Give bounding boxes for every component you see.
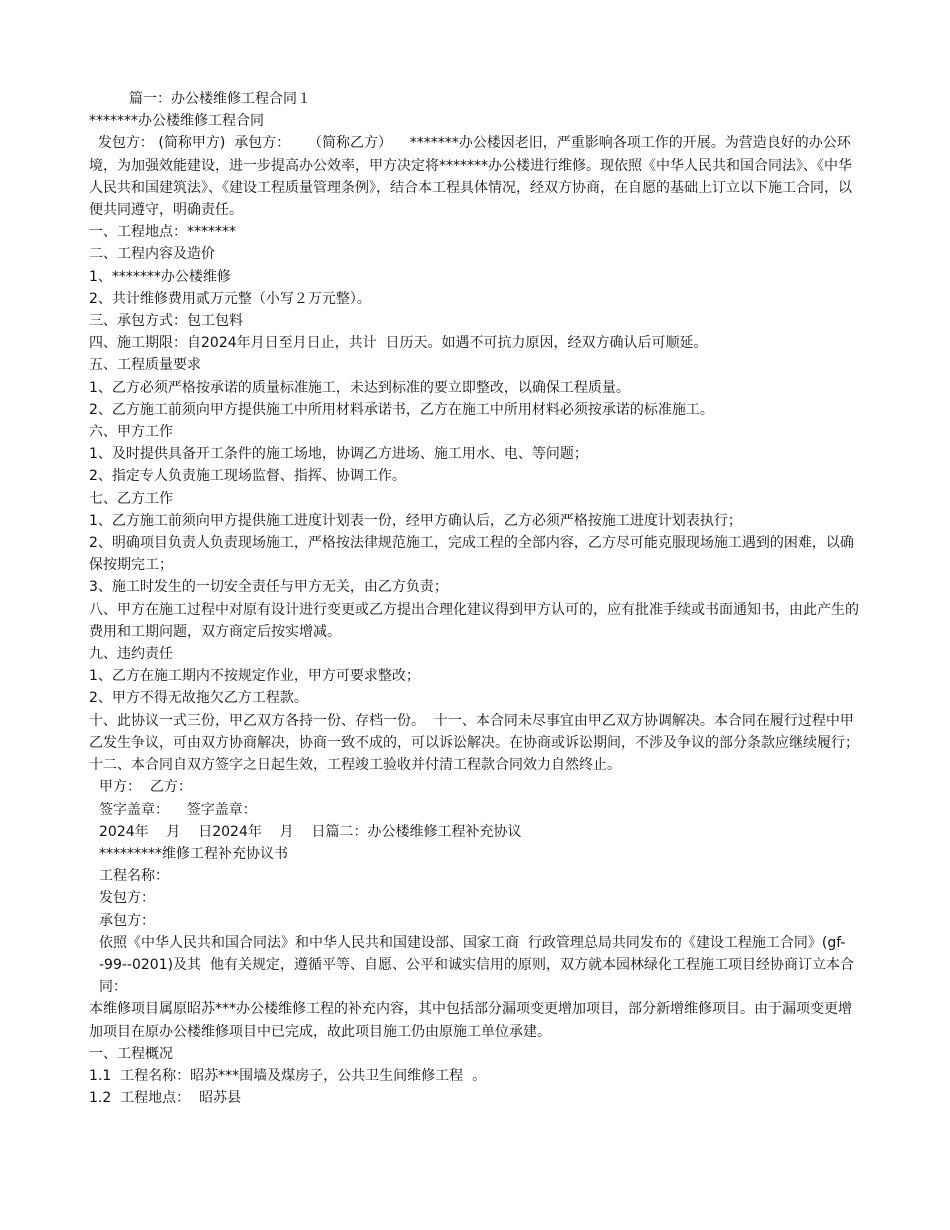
signature-parties: 甲方： 乙方： — [99, 779, 192, 796]
section-2-item-1: 1、*******办公楼维修 — [89, 268, 231, 285]
section-3-method: 三、承包方式：包工包料 — [89, 313, 243, 330]
section-5-item-1: 1、乙方必须严格按承诺的质量标准施工，未达到标准的要立即整改，以确保工程质量。 — [89, 379, 630, 396]
section-7-item-1: 1、乙方施工前须向甲方提供施工进度计划表一份，经甲方确认后，乙方必须严格按施工进度计划表执行； — [89, 512, 742, 529]
section-7-heading: 七、乙方工作 — [89, 490, 173, 507]
overview-heading: 一、工程概况 — [89, 1045, 173, 1062]
signature-seal: 签字盖章： 签字盖章： — [99, 801, 257, 818]
section-10-11-copies-disputes: 十、此协议一式三份，甲乙双方各持一份、存档一份。 十一、本合同未尽事宜由甲乙双方协调解决。本合同在履行过程中甲乙发生争议，可由双方协商解决，协商一致不成的，可以诉讼解决。在协商或诉讼期间，不涉及争议的部分条款应继续履行； — [89, 712, 859, 751]
section-5-item-2: 2、乙方施工前须向甲方提供施工中所用材料承诺书，乙方在施工中所用材料必须按承诺的标准施工。 — [89, 401, 714, 418]
section-5-heading: 五、工程质量要求 — [89, 357, 201, 374]
section-7-item-2: 2、明确项目负责人负责现场施工，严格按法律规范施工，完成工程的全部内容，乙方尽可能克服现场施工遇到的困难，以确保按期完工； — [89, 535, 854, 574]
signature-dates-part-two: 2024年 月 日2024年 月 日篇二：办公楼维修工程补充协议 — [99, 823, 522, 840]
contract-title: *******办公楼维修工程合同 — [89, 113, 264, 130]
parties-preamble: 发包方： (简称甲方) 承包方： （简称乙方） *******办公楼因老旧，严重影响各项工作的开展。为营造良好的办公环境，为加强效能建设，进一步提高办公效率，甲方决定将*******办公楼进行维修。现依照《中华人民共和国合同法》、《中华人民共和国建筑法》、《建设工程质量管理条例》，结合本工程具体情况，经双方协商，在自愿的基础上订立以下施工合同，以便共同遵守，明确责任。 — [89, 135, 852, 219]
supplement-basis: 依照《中华人民共和国合同法》和中华人民共和国建设部、国家工商 行政管理总局共同发布的《建设工程施工合同》(gf--99--0201)及其 他有关规定，遵循平等、自愿、公平和诚实信用的原则，双方就本园林绿化工程施工项目经协商订立本合同： — [99, 934, 854, 996]
employer-field: 发包方： — [99, 890, 155, 907]
contractor-field: 承包方： — [99, 912, 155, 929]
section-6-item-1: 1、及时提供具备开工条件的施工场地，协调乙方进场、施工用水、电、等问题； — [89, 446, 588, 463]
supplement-description: 本维修项目属原昭苏***办公楼维修工程的补充内容，其中包括部分漏项变更增加项目，部分新增维修项目。由于漏项变更增加项目在原办公楼维修项目中已完成，故此项目施工仍由原施工单位承建。 — [89, 1001, 852, 1040]
section-1-location: 一、工程地点：******* — [89, 224, 236, 241]
heading-part-one: 篇一：办公楼维修工程合同１ — [129, 91, 311, 107]
section-6-heading: 六、甲方工作 — [89, 424, 173, 441]
overview-item-1-1: 1.1 工程名称：昭苏***围墙及煤房子，公共卫生间维修工程 。 — [89, 1067, 487, 1084]
overview-item-1-2: 1.2 工程地点： 昭苏县 — [89, 1090, 242, 1107]
section-7-item-3: 3、施工时发生的一切安全责任与甲方无关，由乙方负责； — [89, 579, 448, 596]
section-9-heading: 九、违约责任 — [89, 646, 173, 663]
supplement-title: *********维修工程补充协议书 — [99, 845, 288, 862]
section-6-item-2: 2、指定专人负责施工现场监督、指挥、协调工作。 — [89, 468, 406, 485]
section-12-effective: 十二、本合同自双方签字之日起生效，工程竣工验收并付清工程款合同效力自然终止。 — [89, 757, 621, 774]
project-name-field: 工程名称： — [99, 868, 169, 885]
section-2-item-2: 2、共计维修费用贰万元整（小写２万元整）。 — [89, 290, 371, 307]
document-body — [89, 88, 864, 1109]
section-2-heading: 二、工程内容及造价 — [89, 246, 215, 263]
section-4-period: 四、施工期限：自2024年月日至月日止，共计 日历天。如遇不可抗力原因，经双方确认后可顺延。 — [89, 335, 708, 352]
section-8-changes: 八、甲方在施工过程中对原有设计进行变更或乙方提出合理化建议得到甲方认可的，应有批准手续或书面通知书，由此产生的费用和工期问题，双方商定后按实增减。 — [89, 601, 859, 640]
section-9-item-2: 2、甲方不得无故拖欠乙方工程款。 — [89, 690, 308, 707]
section-9-item-1: 1、乙方在施工期内不按规定作业，甲方可要求整改； — [89, 668, 420, 685]
